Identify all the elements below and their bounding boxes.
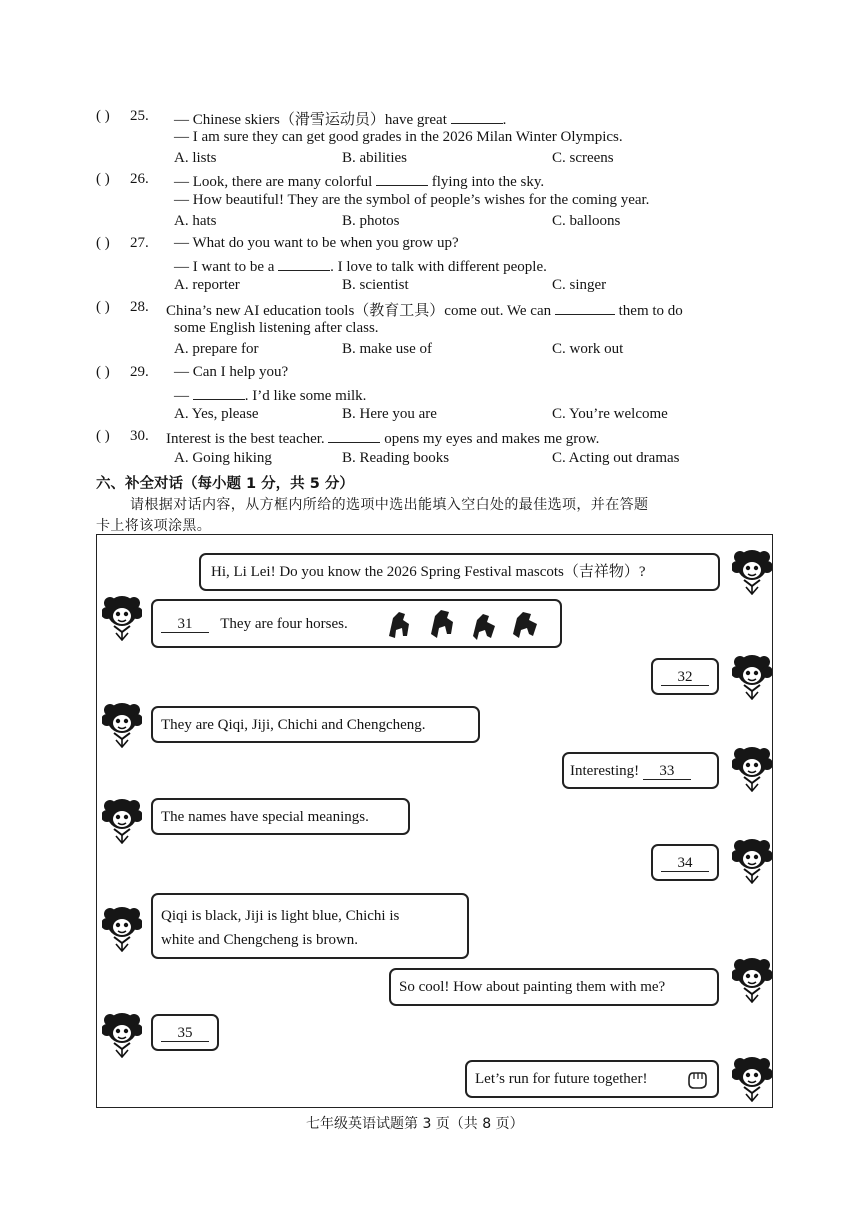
question-number: 25. bbox=[130, 108, 149, 124]
option-c[interactable]: C. screens bbox=[552, 150, 614, 166]
option-b[interactable]: B. photos bbox=[342, 213, 400, 229]
stem-end: . I love to talk with different people. bbox=[330, 259, 547, 275]
question-line2: — bbox=[174, 388, 189, 404]
speaker-avatar-right bbox=[732, 957, 772, 1003]
question-number: 27. bbox=[130, 235, 149, 251]
question-stem: — Can I help you? bbox=[174, 364, 289, 380]
question-30 bbox=[96, 428, 776, 472]
option-a[interactable]: A. lists bbox=[174, 150, 217, 166]
stem-end: . I’d like some milk. bbox=[244, 388, 367, 404]
bubble-text: Let’s run for future together! bbox=[475, 1071, 648, 1087]
dialog-bubble-1 bbox=[199, 553, 720, 591]
dialog-bubble-6 bbox=[151, 798, 410, 835]
speaker-avatar-right bbox=[732, 746, 772, 792]
question-number: 28. bbox=[130, 299, 149, 315]
bubble-text: They are four horses. bbox=[220, 615, 348, 632]
answer-blank bbox=[328, 428, 380, 443]
speaker-avatar-right bbox=[732, 838, 772, 884]
answer-blank bbox=[555, 300, 615, 315]
answer-paren[interactable]: ( ) bbox=[96, 235, 110, 251]
bubble-text: They are Qiqi, Jiji, Chichi and Chengcheng. bbox=[161, 716, 426, 733]
question-line2: — I want to be a bbox=[174, 259, 275, 275]
option-a[interactable]: A. Going hiking bbox=[174, 450, 272, 466]
fist-icon bbox=[685, 1069, 709, 1091]
bubble-text-line1: Qiqi is black, Jiji is light blue, Chichi is bbox=[161, 908, 400, 924]
dialog-bubble-7 bbox=[651, 844, 719, 881]
answer-blank bbox=[278, 256, 330, 271]
answer-blank bbox=[376, 171, 428, 186]
question-26 bbox=[96, 171, 776, 237]
speaker-avatar-left bbox=[102, 798, 142, 844]
dialog-bubble-3 bbox=[651, 658, 719, 695]
section-title: 六、补全对话（每小题 1 分，共 5 分） bbox=[96, 476, 354, 492]
speaker-avatar-left bbox=[102, 595, 142, 641]
speaker-avatar-right bbox=[732, 549, 772, 595]
section-instruction: 请根据对话内容，从方框内所给的选项中选出能填入空白处的最佳选项，并在答题 bbox=[130, 497, 649, 513]
question-number: 30. bbox=[130, 428, 149, 444]
answer-paren[interactable]: ( ) bbox=[96, 299, 110, 315]
option-c[interactable]: C. balloons bbox=[552, 213, 621, 229]
question-number: 29. bbox=[130, 364, 149, 380]
question-stem: Interest is the best teacher. bbox=[166, 431, 325, 447]
answer-paren[interactable]: ( ) bbox=[96, 364, 110, 380]
question-stem: — Look, there are many colorful bbox=[174, 174, 373, 190]
question-29 bbox=[96, 364, 776, 430]
option-c[interactable]: C. singer bbox=[552, 277, 607, 293]
stem-end: flying into the sky. bbox=[431, 174, 545, 190]
dialog-bubble-11 bbox=[465, 1060, 719, 1098]
answer-paren[interactable]: ( ) bbox=[96, 171, 110, 187]
bubble-text: Interesting! bbox=[570, 762, 640, 779]
option-b[interactable]: B. make use of bbox=[342, 341, 432, 357]
option-a[interactable]: A. prepare for bbox=[174, 341, 259, 357]
option-b[interactable]: B. abilities bbox=[342, 150, 407, 166]
horse-mascots-image bbox=[381, 606, 549, 644]
answer-blank bbox=[193, 385, 245, 400]
option-a[interactable]: A. reporter bbox=[174, 277, 240, 293]
speaker-avatar-right bbox=[732, 654, 772, 700]
bubble-text: The names have special meanings. bbox=[161, 808, 369, 825]
question-28 bbox=[96, 299, 776, 365]
question-number: 26. bbox=[130, 171, 149, 187]
question-stem: China’s new AI education tools（教育工具）come out. We can bbox=[166, 303, 552, 319]
speaker-avatar-left bbox=[102, 702, 142, 748]
dialog-bubble-4 bbox=[151, 706, 480, 743]
question-line2: — I am sure they can get good grades in the 2026 Milan Winter Olympics. bbox=[174, 129, 623, 145]
dialog-bubble-5 bbox=[562, 752, 719, 789]
option-c[interactable]: C. work out bbox=[552, 341, 624, 357]
answer-paren[interactable]: ( ) bbox=[96, 108, 110, 124]
bubble-text-line2: white and Chengcheng is brown. bbox=[161, 932, 359, 948]
stem-end: . bbox=[502, 112, 507, 128]
stem-end: opens my eyes and makes me grow. bbox=[384, 431, 600, 447]
answer-blank-33[interactable]: 33 bbox=[643, 763, 691, 780]
question-line2: some English listening after class. bbox=[174, 320, 379, 336]
question-stem: — Chinese skiers（滑雪运动员）have great bbox=[174, 112, 447, 128]
option-b[interactable]: B. Reading books bbox=[342, 450, 450, 466]
speaker-avatar-left bbox=[102, 1012, 142, 1058]
question-stem: — What do you want to be when you grow up? bbox=[174, 235, 459, 251]
dialog-bubble-9 bbox=[389, 968, 719, 1006]
option-b[interactable]: B. Here you are bbox=[342, 406, 437, 422]
bubble-text: Hi, Li Lei! Do you know the 2026 Spring Festival mascots（吉祥物）? bbox=[211, 564, 646, 580]
dialog-bubble-2 bbox=[151, 599, 562, 648]
option-a[interactable]: A. Yes, please bbox=[174, 406, 259, 422]
speaker-avatar-left bbox=[102, 906, 142, 952]
answer-paren[interactable]: ( ) bbox=[96, 428, 110, 444]
answer-blank-31[interactable]: 31 bbox=[161, 616, 209, 633]
answer-blank-34[interactable]: 34 bbox=[661, 855, 709, 872]
stem-end: them to do bbox=[618, 303, 683, 319]
answer-blank-35[interactable]: 35 bbox=[161, 1025, 209, 1042]
question-line2: — How beautiful! They are the symbol of people’s wishes for the coming year. bbox=[174, 192, 650, 208]
dialog-bubble-10 bbox=[151, 1014, 219, 1051]
option-a[interactable]: A. hats bbox=[174, 213, 217, 229]
answer-blank bbox=[451, 109, 503, 124]
option-c[interactable]: C. Acting out dramas bbox=[552, 450, 680, 466]
dialog-bubble-8 bbox=[151, 893, 469, 959]
option-b[interactable]: B. scientist bbox=[342, 277, 409, 293]
answer-blank-32[interactable]: 32 bbox=[661, 669, 709, 686]
bubble-text: So cool! How about painting them with me? bbox=[399, 979, 666, 995]
question-27 bbox=[96, 235, 776, 301]
speaker-avatar-right bbox=[732, 1056, 772, 1102]
section-instruction-cont: 卡上将该项涂黑。 bbox=[96, 518, 212, 534]
page-footer: 七年级英语试题第 3 页（共 8 页） bbox=[306, 1116, 524, 1132]
option-c[interactable]: C. You’re welcome bbox=[552, 406, 668, 422]
question-25 bbox=[96, 108, 776, 174]
